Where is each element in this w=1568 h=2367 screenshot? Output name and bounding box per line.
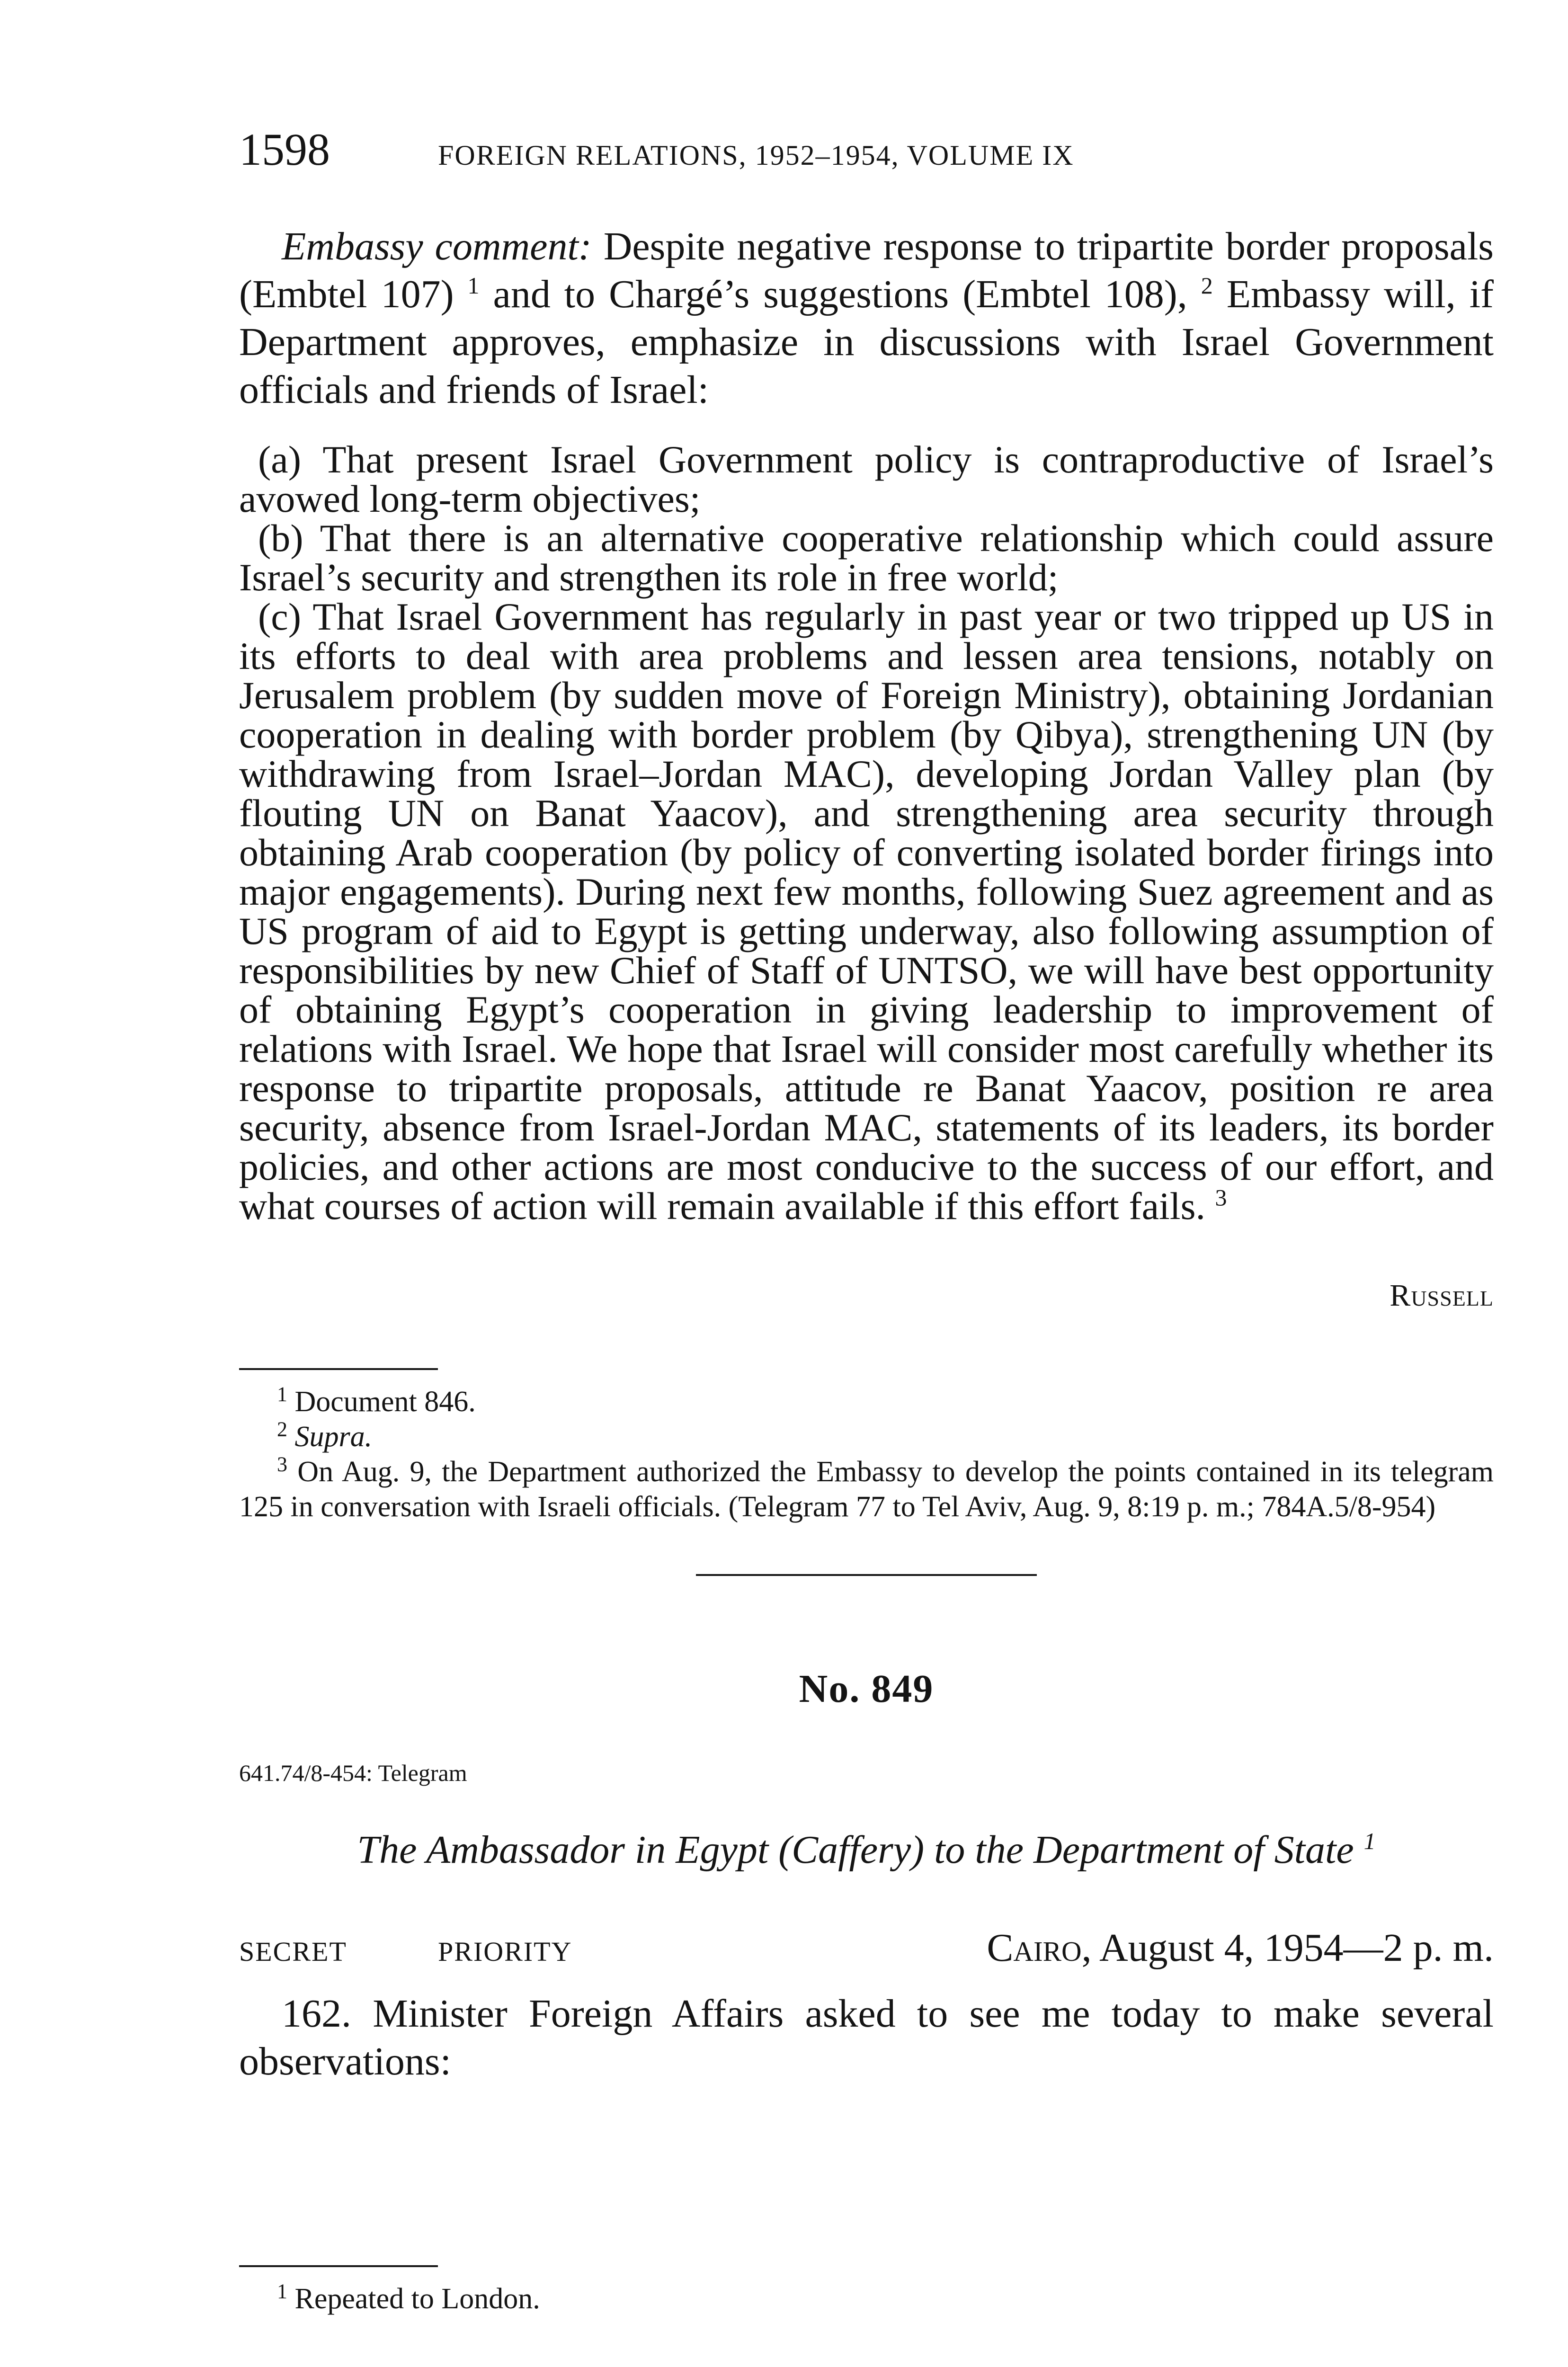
document-title-text: The Ambassador in Egypt (Caffery) to the Department of State [357,1828,1354,1872]
footnote-doc-1-text: Repeated to London. [294,2283,540,2315]
running-head: FOREIGN RELATIONS, 1952–1954, VOLUME IX [438,140,1074,171]
footnote-1-number: 1 [277,1382,287,1406]
telegram-body: 162. Minister Foreign Affairs asked to see me today to make several observations: [239,1992,1494,2083]
date: August 4, 1954—2 p. m. [1091,1926,1494,1970]
document-number: No. 849 [799,1667,934,1711]
item-c [239,597,1494,1226]
dateline [239,1925,1494,1971]
page-header [239,123,1494,180]
footnote-2 [239,1419,1494,1454]
intro-text-c: Embassy will, if Department approves, emphasize in discussions with Israel Government officials and friends of Israel: [239,272,1494,412]
item-a: (a) That present Israel Government policy is contraproductive of Israel’s avowed long-term objectives; [239,438,1494,520]
classification-label: SECRET [239,1936,347,1967]
intro-text-a: Despite negative response to tripartite border proposals (Embtel 107) [239,224,1494,316]
item-b: (b) That there is an alternative cooperative relationship which could assure Israel’s security and strengthen its role in free world; [239,516,1494,599]
footnote-1 [239,1384,1494,1419]
footnote-ref-1[interactable]: 1 [467,272,480,299]
item-c-text: (c) That Israel Government has regularly in past year or two tripped up US in its efforts to deal with area problems and lessen area tensions, notably on Jerusalem problem (by sudden move of Foreign Ministry), obtaining Jordanian cooperation in dealing with border problem (by Qibya), strengthening UN (by withdrawing from Israel–Jordan MAC), developing Jordan Valley plan (by flouting UN on Banat Yaacov), and strengthening area security through obtaining Arab cooperation (by policy of converting isolated border firings into major engagements). During next few months, following Suez agreement and as US program of aid to Egypt is getting underway, also following assumption of responsibilities by new Chief of Staff of UNTSO, we will have best opportunity of obtaining Egypt’s cooperation in giving leadership to improvement of relations with Israel. We hope that Israel will consider most carefully whether its response to tripartite proposals, attitude re Banat Yaacov, position re area security, absence from Israel-Jordan MAC, statements of its leaders, its border policies, and other actions are most conducive to the success of our effort, and what courses of action will remain available if this effort fails. [239,595,1494,1228]
document-title [239,1827,1494,1873]
page-number: 1598 [239,124,330,175]
intro-text-b: and to Chargé’s suggestions (Embtel 108), [479,272,1187,316]
footnote-2-number: 2 [277,1417,287,1441]
place-date [987,1925,1494,1971]
footnotes [239,1384,1494,1524]
footnote-divider [239,1368,438,1370]
footnote-ref-3[interactable]: 3 [1215,1184,1227,1211]
footnote-2-text: Supra. [294,1421,373,1453]
signature: Russell [1390,1278,1494,1313]
title-footnote-ref[interactable]: 1 [1363,1828,1376,1854]
place: Cairo, [987,1926,1092,1970]
footnote-ref-2[interactable]: 2 [1201,272,1213,299]
file-reference: 641.74/8-454: Telegram [239,1760,467,1786]
footnote-divider-2 [239,2265,438,2267]
footnote-3-number: 3 [277,1452,287,1476]
footnote-3-text: On Aug. 9, the Department authorized the Embassy to develop the points contained in its telegram 125 in conversation with Israeli officials. (Telegram 77 to Tel Aviv, Aug. 9, 8:19 p. m.; 784A.5/8-954) [239,1456,1494,1523]
intro-label: Embassy comment: [282,224,592,268]
footnote-doc-1-number: 1 [277,2279,287,2303]
footnote-3 [239,1454,1494,1524]
priority-label: PRIORITY [438,1936,572,1967]
items-list [239,440,1494,1226]
section-divider [696,1574,1037,1576]
intro-paragraph [239,222,1494,414]
footnote-1-text: Document 846. [294,1386,476,1418]
footnote-doc-1 [239,2281,1494,2316]
document-page [239,123,1494,2316]
